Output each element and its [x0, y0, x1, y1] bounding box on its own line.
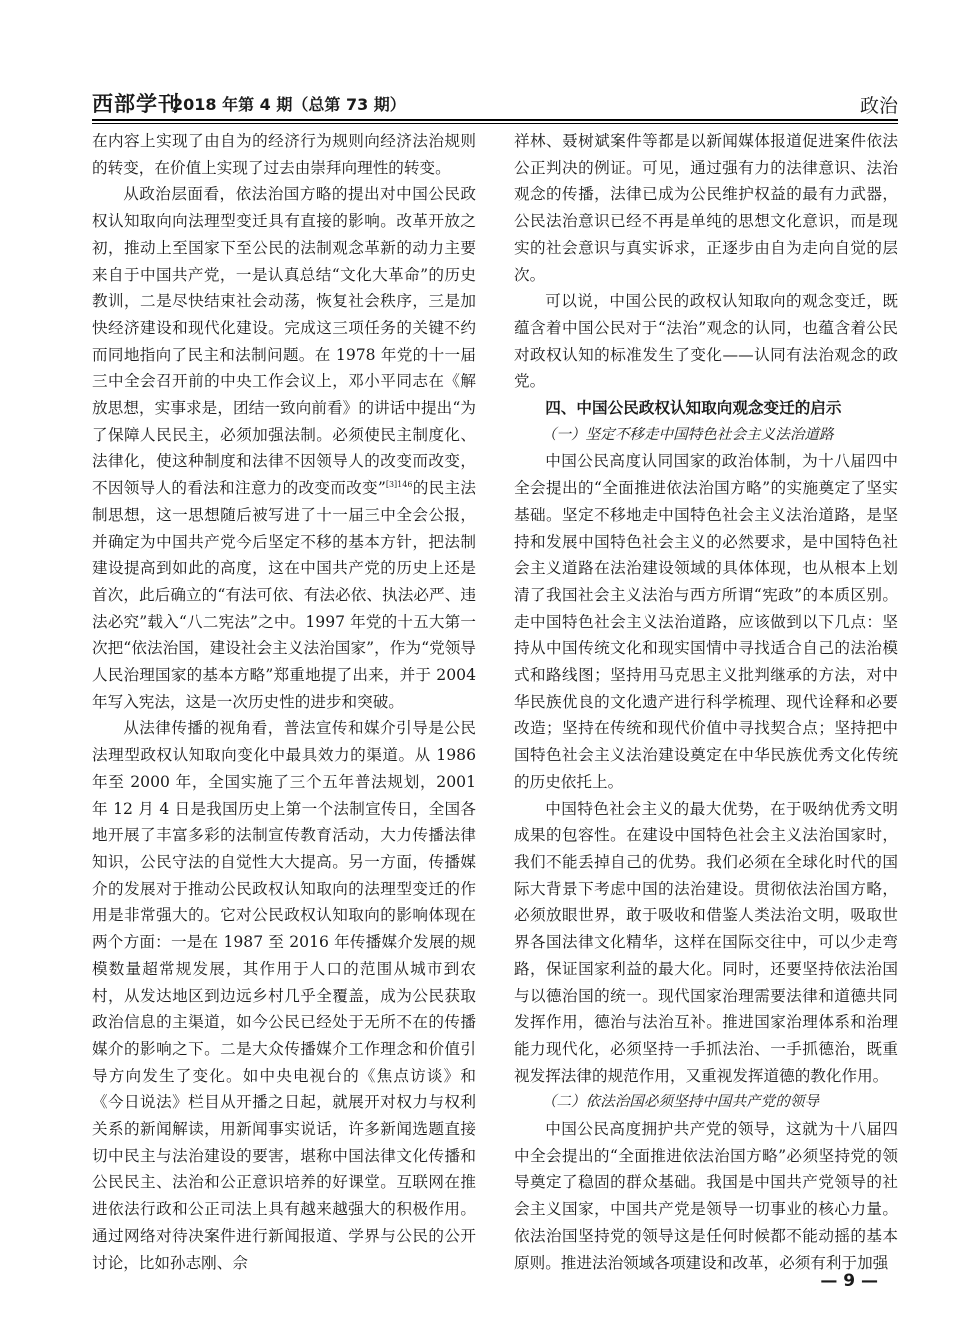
paragraph-text: 的民主法制思想，这一思想随后被写进了十一届三中全会公报，并确定为中国共产党今后坚定不移的基本方针，把法制建设提高到如此的高度，这在中国共产党的历史上还是首次，此后确立的“有法可依、有法必依、执法必严、违法必究”载入“八二宪法”之中。1997 年党的十五大第一次把“依法治国，建设社会主义法治国家”，作为“党领导人民治理国家的基本方略”郑重地提了出来，并于 2004 年写入宪法，这是一次历史性的进步和突破。 [92, 479, 476, 711]
issue-info: 2018 年第 4 期（总第 73 期） [172, 95, 406, 114]
header-rule-thick [92, 119, 898, 121]
left-column [92, 128, 476, 1276]
body-paragraph: 从法律传播的视角看，普法宣传和媒介引导是公民法理型政权认知取向变化中最具效力的渠道。从 1986 年至 2000 年，全国实施了三个五年普法规划，2001 年 12 月 4 日是我国历史上第一个法制宣传日，全国各地开展了丰富多彩的法制宣传教育活动，大力传播法律知识，公民守法的自觉性大大提高。另一方面，传播媒介的发展对于推动公民政权认知取向的法理型变迁的作用是非常强大的。它对公民政权认知取向的影响体现在两个方面：一是在 1987 至 2016 年传播媒介发展的规模数量超常规发展，其作用于人口的范围从城市到农村，从发达地区到边远乡村几乎全覆盖，成为公民获取政治信息的主渠道，如今公民已经处于无所不在的传播媒介的影响之下。二是大众传播媒介工作理念和价值引导方向发生了变化。如中央电视台的《焦点访谈》和《今日说法》栏目从开播之日起，就展开对权力与权利关系的新闻解读，用新闻事实说话，许多新闻选题直接切中民主与法治建设的要害，堪称中国法律文化传播和公民民主、法治和公正意识培养的好课堂。互联网在推进依法行政和公正司法上具有越来越强大的积极作用。通过网络对待决案件进行新闻报道、学界与公民的公开讨论，比如孙志刚、佘 [92, 719, 476, 1272]
journal-logo: 西部学刊 [92, 91, 180, 116]
body-paragraph: 在内容上实现了由自为的经济行为规则向经济法治规则的转变，在价值上实现了过去由崇拜向理性的转变。 [92, 132, 476, 177]
body-paragraph [92, 181, 476, 715]
body-paragraph: 可以说，中国公民的政权认知取向的观念变迁，既蕴含着中国公民对于“法治”观念的认同，也蕴含着公民对政权认知的标准发生了变化——认同有法治观念的政党。 [514, 292, 898, 391]
body-paragraph: 祥林、聂树斌案件等都是以新闻媒体报道促进案件依法公正判决的例证。可见，通过强有力的法律意识、法治观念的传播，法律已成为公民维护权益的最有力武器，公民法治意识已经不再是单纯的思想文化意识，而是现实的社会意识与真实诉求，正逐步由自为走向自觉的层次。 [514, 132, 898, 284]
section-label: 政治 [859, 95, 898, 117]
running-header [92, 82, 898, 118]
citation-marker: [3]146 [385, 479, 413, 489]
page-number: — 9 — [820, 1271, 878, 1291]
subsection-heading: （一）坚定不移走中国特色社会主义法治道路 [541, 425, 834, 443]
body-paragraph: 中国特色社会主义的最大优势，在于吸纳优秀文明成果的包容性。在建设中国特色社会主义法治国家时，我们不能丢掉自己的优势。我们必须在全球化时代的国际大背景下考虑中国的法治建设。贯彻依法治国方略，必须放眼世界，敢于吸收和借鉴人类法治文明，吸取世界各国法律文化精华，这样在国际交往中，可以少走弯路，保证国家利益的最大化。同时，还要坚持依法治国与以德治国的统一。现代国家治理需要法律和道德共同发挥作用，德治与法治互补。推进国家治理体系和治理能力现代化，必须坚持一手抓法治、一手抓德治，既重视发挥法律的规范作用，又重视发挥道德的教化作用。 [514, 799, 898, 1085]
body-paragraph: 中国公民高度拥护共产党的领导，这就为十八届四中全会提出的“全面推进依法治国方略”必须坚持党的领导奠定了稳固的群众基础。我国是中国共产党领导的社会主义国家，中国共产党是领导一切事业的核心力量。依法治国坚持党的领导这是任何时候都不能动摇的基本原则。推进法治领域各项建设和改革，必须有利于加强 [514, 1120, 898, 1272]
body-paragraph: 中国公民高度认同国家的政治体制，为十八届四中全会提出的“全面推进依法治国方略”的实施奠定了坚实基础。坚定不移地走中国特色社会主义法治道路，是坚持和发展中国特色社会主义的必然要求，是中国特色社会主义道路在法治建设领域的具体体现，也从根本上划清了我国社会主义法治与西方所谓“宪政”的本质区别。走中国特色社会主义法治道路，应该做到以下几点：坚持从中国传统文化和现实国情中寻找适合自己的法治模式和路线图；坚持用马克思主义批判继承的方法，对中华民族优良的文化遗产进行科学梳理、现代诠释和必要改造；坚持在传统和现代价值中寻找契合点；坚持把中国特色社会主义法治建设奠定在中华民族优秀文化传统的历史依托上。 [514, 452, 898, 791]
subsection-heading: （二）依法治国必须坚持中国共产党的领导 [541, 1093, 820, 1111]
paragraph-text: 从政治层面看，依法治国方略的提出对中国公民政权认知取向向法理型变迁具有直接的影响。改革开放之初，推动上至国家下至公民的法制观念革新的动力主要来自于中国共产党，一是认真总结“文化大革命”的历史教训，二是尽快结束社会动荡，恢复社会秩序，三是加快经济建设和现代化建设。完成这三项任务的关键不约而同地指向了民主和法制问题。在 1978 年党的十一届三中全会召开前的中央工作会议上，邓小平同志在《解放思想，实事求是，团结一致向前看》的讲话中提出“为了保障人民民主，必须加强法制。必须使民主制度化、法律化，使这种制度和法律不因领导人的改变而改变，不因领导人的看法和注意力的改变而改变” [92, 185, 476, 498]
section-heading: 四、中国公民政权认知取向观念变迁的启示 [545, 399, 842, 418]
right-column [514, 128, 898, 1276]
header-rule-thin [92, 123, 898, 124]
